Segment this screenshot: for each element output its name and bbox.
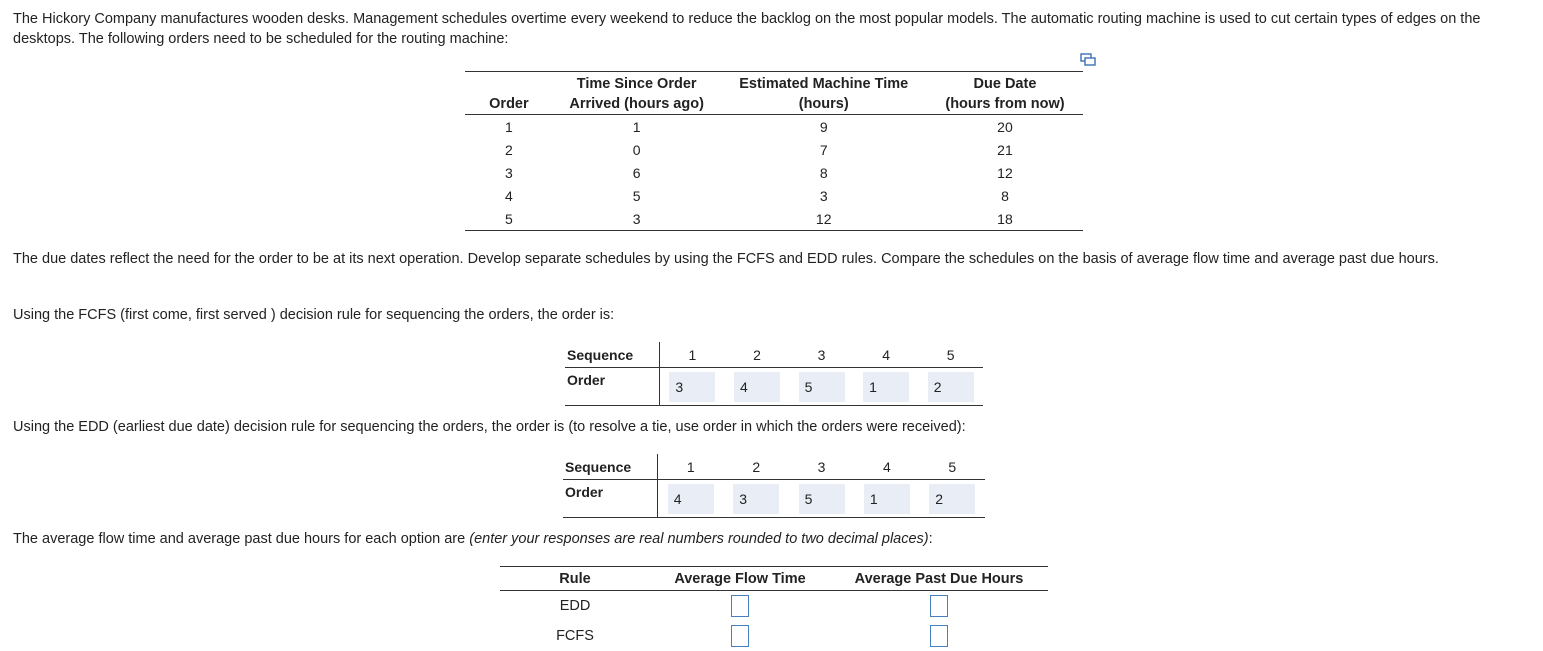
- copy-icon[interactable]: [1080, 53, 1096, 67]
- due-date-note: The due dates reflect the need for the order to be at its next operation. Develop separate schedules by using the FCFS and EDD rules. Compare the schedules on the basis of average flow time and average past due hours.: [13, 251, 1439, 267]
- edd-answer-cell[interactable]: 3: [733, 484, 779, 514]
- orders-table: [465, 71, 1083, 231]
- results-header-row: [500, 567, 1048, 591]
- edd-answer-cell[interactable]: 2: [929, 484, 975, 514]
- fcfs-answer-cell[interactable]: 1: [863, 372, 909, 402]
- table-row: [500, 591, 1048, 622]
- machine-time-cell: 8: [819, 164, 828, 181]
- fcfs-sequence-table: [565, 342, 983, 406]
- sequence-number: 3: [789, 342, 854, 368]
- edd-average-flow-time-input[interactable]: [731, 595, 749, 617]
- table-row: [465, 184, 1083, 207]
- due-date-cell: 8: [1001, 187, 1009, 204]
- averages-intro-text: [13, 529, 933, 549]
- order-cell: 5: [505, 210, 513, 227]
- header-average-flow-time: Average Flow Time: [650, 567, 830, 591]
- table-row: [465, 138, 1083, 161]
- header-order: Order: [465, 72, 553, 115]
- sequence-number: 5: [920, 454, 985, 480]
- edd-sequence-row: [563, 454, 985, 480]
- sequence-number: 3: [789, 454, 854, 480]
- due-date-cell: 20: [997, 118, 1013, 135]
- edd-intro-text: Using the EDD (earliest due date) decision rule for sequencing the orders, the order is (to resolve a tie, use order in which the orders were received):: [13, 419, 966, 435]
- time-since-cell: 5: [632, 187, 641, 204]
- order-label: Order: [565, 368, 660, 406]
- sequence-number: 1: [658, 454, 724, 480]
- sequence-label: Sequence: [563, 454, 658, 480]
- rule-cell: EDD: [559, 598, 591, 614]
- time-since-cell: 1: [632, 118, 641, 135]
- table-row: [500, 621, 1048, 651]
- fcfs-sequence-row: [565, 342, 983, 368]
- averages-intro-plain: The average flow time and average past due hours for each option are: [13, 531, 470, 547]
- averages-intro-end: :: [928, 531, 933, 547]
- fcfs-answer-cell[interactable]: 3: [669, 372, 715, 402]
- rule-cell: FCFS: [556, 628, 594, 644]
- fcfs-answer-cell[interactable]: 4: [734, 372, 780, 402]
- fcfs-order-row: [565, 368, 983, 406]
- due-date-cell: 21: [997, 141, 1013, 158]
- header-time-since-arrival: Time Since Order Arrived (hours ago): [553, 72, 721, 115]
- machine-time-cell: 7: [819, 141, 828, 158]
- header-machine-time: Estimated Machine Time (hours): [720, 72, 926, 115]
- edd-answer-cell[interactable]: 4: [668, 484, 714, 514]
- order-cell: 4: [505, 187, 513, 204]
- header-due-date: Due Date (hours from now): [927, 72, 1083, 115]
- machine-time-cell: 3: [819, 187, 828, 204]
- time-since-cell: 6: [632, 164, 641, 181]
- sequence-number: 2: [724, 454, 789, 480]
- edd-order-row: [563, 480, 985, 518]
- edd-answer-cell[interactable]: 1: [864, 484, 910, 514]
- table-row: [465, 115, 1083, 139]
- edd-answer-cell[interactable]: 5: [799, 484, 845, 514]
- order-label: Order: [563, 480, 658, 518]
- fcfs-answer-cell[interactable]: 5: [799, 372, 845, 402]
- due-date-cell: 12: [997, 164, 1013, 181]
- sequence-number: 1: [660, 342, 725, 368]
- machine-time-cell: 9: [819, 118, 828, 135]
- orders-header-row: [465, 72, 1083, 115]
- header-average-past-due: Average Past Due Hours: [830, 567, 1048, 591]
- order-cell: 3: [505, 164, 513, 181]
- averages-intro-instruction: (enter your responses are real numbers rounded to two decimal places): [469, 531, 929, 547]
- order-cell: 2: [505, 141, 513, 158]
- header-rule: Rule: [500, 567, 650, 591]
- sequence-number: 2: [725, 342, 790, 368]
- fcfs-average-past-due-input[interactable]: [930, 625, 948, 647]
- sequence-number: 5: [918, 342, 983, 368]
- intro-text: The Hickory Company manufactures wooden desks. Management schedules overtime every weekend to reduce the backlog on the most popular models. The automatic routing machine is used to cut certain types of edges on the desktops. The following orders need to be scheduled for the routing machine:: [13, 11, 1481, 47]
- edd-sequence-table: [563, 454, 985, 518]
- results-table: [500, 566, 1048, 651]
- time-since-cell: 3: [632, 210, 641, 227]
- edd-average-past-due-input[interactable]: [930, 595, 948, 617]
- fcfs-answer-cell[interactable]: 2: [928, 372, 974, 402]
- order-cell: 1: [505, 118, 513, 135]
- machine-time-cell: 12: [815, 210, 832, 227]
- sequence-number: 4: [854, 454, 919, 480]
- sequence-number: 4: [854, 342, 919, 368]
- fcfs-intro-text: Using the FCFS (first come, first served ) decision rule for sequencing the orders, the order is:: [13, 307, 615, 323]
- due-date-cell: 18: [997, 210, 1013, 227]
- sequence-label: Sequence: [565, 342, 660, 368]
- time-since-cell: 0: [632, 141, 641, 158]
- fcfs-average-flow-time-input[interactable]: [731, 625, 749, 647]
- table-row: [465, 207, 1083, 231]
- table-row: [465, 161, 1083, 184]
